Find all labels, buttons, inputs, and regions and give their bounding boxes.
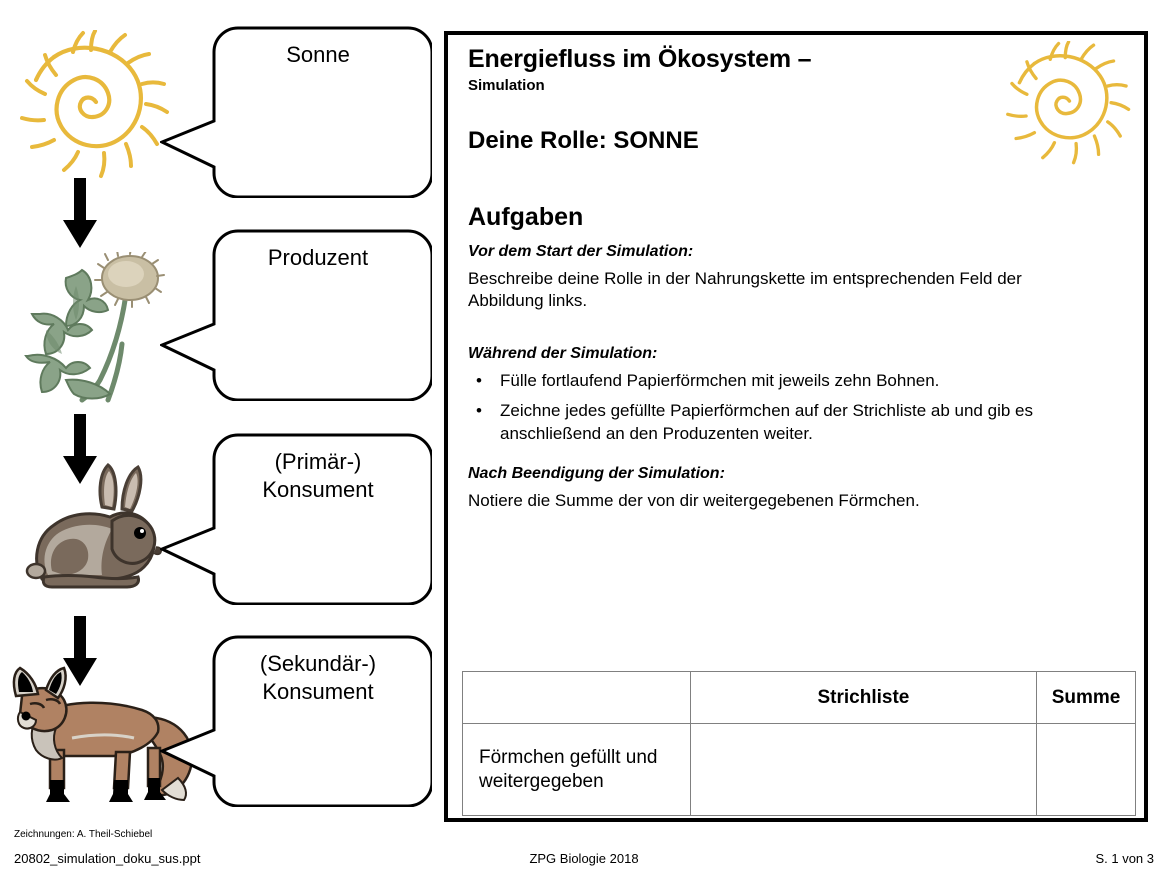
speech-bubble-sekundaer-konsument[interactable]: [160, 634, 432, 807]
speech-bubble-sonne[interactable]: [160, 25, 432, 198]
dandelion-illustration: [22, 252, 172, 408]
sun-illustration: [18, 30, 173, 180]
speech-bubble-label-line2: Konsument: [262, 679, 374, 704]
speech-bubble-produzent[interactable]: [160, 228, 432, 401]
speech-bubble-label: Sonne: [286, 42, 350, 67]
task-bullet-item: [468, 370, 1084, 392]
table-row: [463, 724, 1136, 816]
speech-bubble-label-line1: (Sekundär-): [259, 651, 377, 676]
table-header-row: [463, 672, 1136, 724]
bullet-icon: •: [476, 371, 482, 390]
sun-icon: [1004, 41, 1134, 166]
table-cell-row-label: Förmchen gefüllt und weitergegeben: [463, 724, 691, 816]
drawing-credit: Zeichnungen: A. Theil-Schiebel: [14, 829, 153, 840]
task-section-heading: Nach Beendigung der Simulation:: [468, 465, 725, 482]
task-bullet-list: [468, 370, 1084, 445]
task-bullet-item: [468, 400, 1084, 445]
speech-bubble-label: Produzent: [267, 245, 369, 270]
panel-title: Energiefluss im Ökosystem –: [468, 45, 812, 73]
role-card-panel: [444, 31, 1148, 822]
role-heading: Deine Rolle: SONNE: [468, 127, 699, 154]
footer-center-text: ZPG Biologie 2018: [529, 851, 639, 866]
table-cell-summe[interactable]: [1037, 724, 1136, 816]
food-chain-diagram: [0, 0, 440, 830]
footer-page-number: S. 1 von 3: [1095, 851, 1154, 866]
speech-bubble-label-line1: (Primär-): [274, 449, 362, 474]
speech-bubble-label-line2: Konsument: [262, 477, 374, 502]
arrow-sun-to-producer: [57, 178, 103, 250]
task-section-heading: Vor dem Start der Simulation:: [468, 243, 694, 260]
task-section-heading: Während der Simulation:: [468, 345, 658, 362]
task-bullet-text: Fülle fortlaufend Papierförmchen mit jeweils zehn Bohnen.: [500, 371, 940, 390]
panel-subtitle: Simulation: [468, 77, 545, 94]
task-bullet-text: Zeichne jedes gefüllte Papierförmchen auf der Strichliste ab und gib es anschließend an den Produzenten weiter.: [500, 401, 1033, 443]
tally-table: [462, 671, 1136, 816]
task-section-before: [468, 243, 1084, 313]
task-section-body: Notiere die Summe der von dir weitergegebenen Förmchen.: [468, 491, 920, 510]
task-section-during: [468, 345, 1084, 453]
footer-filename: 20802_simulation_doku_sus.ppt: [14, 851, 201, 866]
speech-bubble-primaer-konsument[interactable]: [160, 432, 432, 605]
table-header-summe: Summe: [1037, 672, 1136, 724]
page-footer: [0, 851, 1168, 871]
table-cell-strichliste[interactable]: [690, 724, 1036, 816]
task-section-after: [468, 465, 1084, 512]
tasks-heading: Aufgaben: [468, 203, 584, 231]
table-header-blank: [463, 672, 691, 724]
task-section-body: Beschreibe deine Rolle in der Nahrungskette im entsprechenden Feld der Abbildung links.: [468, 269, 1022, 311]
bullet-icon: •: [476, 401, 482, 421]
rabbit-illustration: [18, 463, 178, 603]
table-header-strichliste: Strichliste: [690, 672, 1036, 724]
